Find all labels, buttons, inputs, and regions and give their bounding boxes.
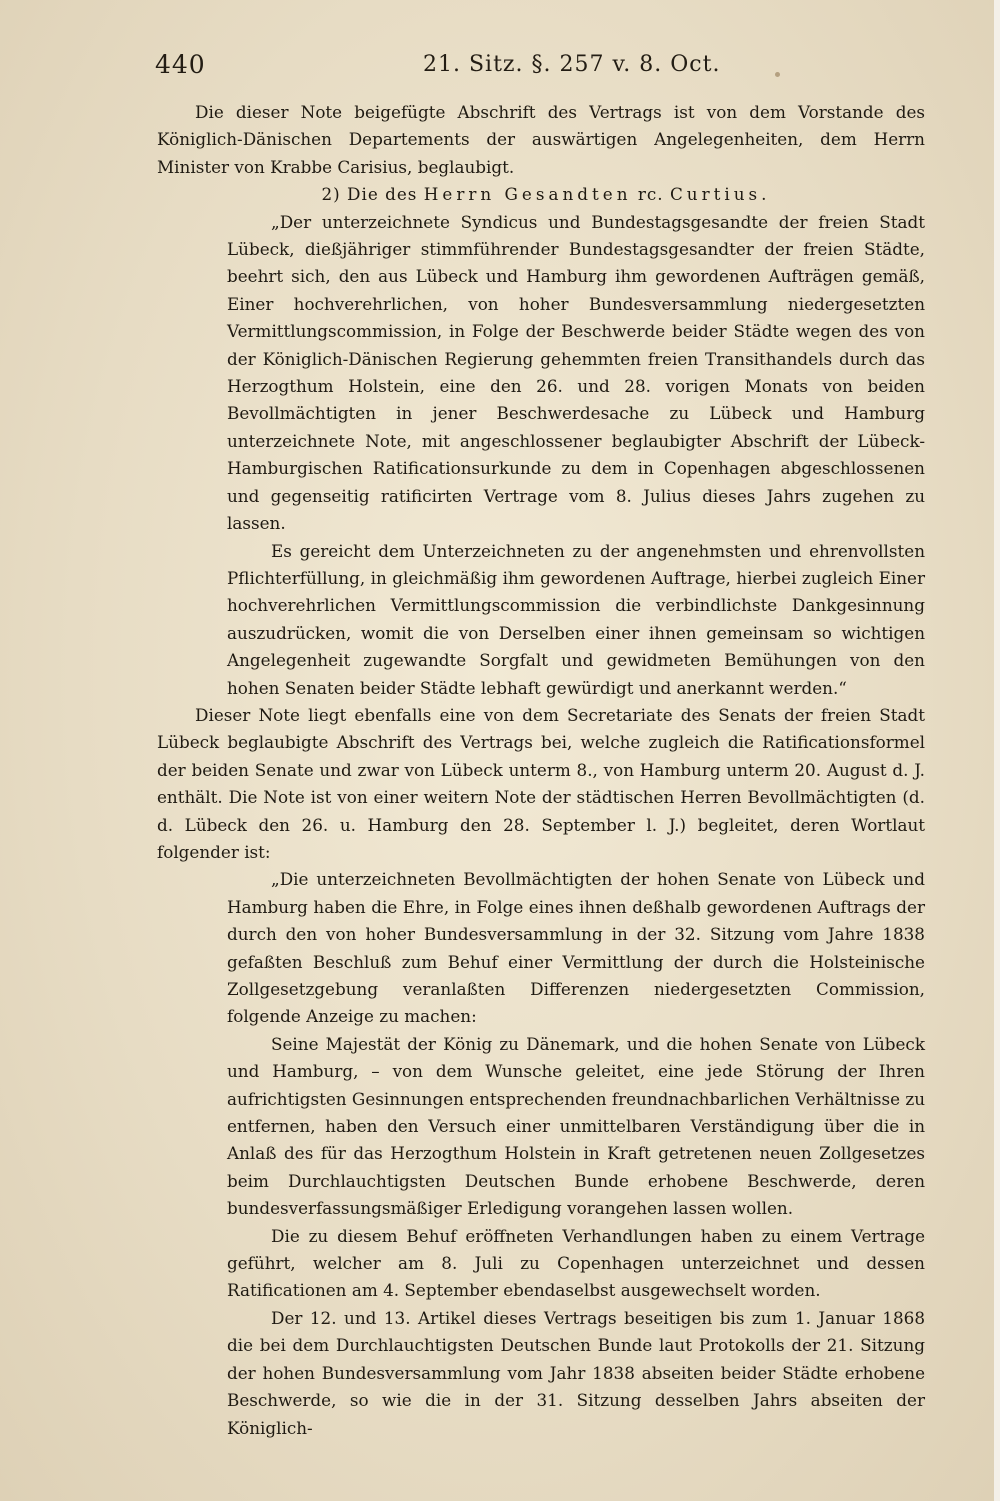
quote-paragraph: Es gereicht dem Unterzeichneten zu der angenehmsten und ehrenvollsten Pflichterfüllung, in gleichmäßig ihm gewordenen Auftrage, hierbei zugleich Einer hochverehrlichen Vermittlungscommission die verbindlichste Dankgesinnung auszudrücken, womit die von Derselben einer ihnen gemeinsam so wichtigen Angelegenheit zugewandte Sorgfalt und gewidmeten Bemühungen von den hohen Senaten beider Städte lebhaft gewürdigt und anerkannt werden.“ <box>227 540 925 698</box>
quote-paragraph: Die zu diesem Behuf eröffneten Verhandlungen haben zu einem Vertrage geführt, welcher am 8. Juli zu Copenhagen unterzeichnet und dessen Ratificationen am 4. September ebendaselbst ausgewechselt worden. <box>227 1225 925 1301</box>
heading-prefix: 2) Die des <box>321 184 418 205</box>
paragraph: Die dieser Note beigefügte Abschrift des Vertrags ist von dem Vorstande des Königlich-Dänischen Departements der auswärtigen Angelegenheiten, dem Herrn Minister von Krabbe Carisius, beglaubigt. <box>157 102 925 177</box>
ink-speck <box>775 72 780 77</box>
quote-paragraph: „Der unterzeichnete Syndicus und Bundestagsgesandte der freien Stadt Lübeck, dießjähriger stimmführender Bundestagsgesandter der freien Städte, beehrt sich, den aus Lübeck und Hamburg ihm gewordenen Aufträgen gemäß, Einer hochverehrlichen, von hoher Bundesversammlung niedergesetzten Vermittlungscommission, in Folge der Beschwerde beider Städte wegen des von der Königlich-Dänischen Regierung gehemmten freien Transithandels durch das Herzogthum Holstein, eine den 26. und 28. vorigen Monats von beiden Bevollmächtigten in jener Beschwerdesache zu Lübeck und Hamburg unterzeichnete Note, mit angeschlossener beglaubigter Abschrift der Lübeck-Hamburgischen Ratificationsurkunde zu dem in Copenhagen abgeschlossenen und gegenseitig ratificirten Vertrage vom 8. Julius dieses Jahrs zugehen zu lassen. <box>227 211 925 534</box>
page-number: 440 <box>155 50 206 79</box>
page-header <box>155 50 925 90</box>
quote-paragraph: Der 12. und 13. Artikel dieses Vertrags beseitigen bis zum 1. Januar 1868 die bei dem Durchlauchtigsten Deutschen Bunde laut Protokolls der 21. Sitzung der hohen Bundesversammlung vom Jahr 1838 abseiten beider Städte erhobene Beschwerde, so wie die in der 31. Sitzung desselben Jahrs abseiten der Königlich- <box>227 1307 925 1438</box>
page-body <box>157 99 925 1442</box>
section-heading <box>157 181 925 208</box>
heading-mid: rc. <box>637 184 664 205</box>
quote-paragraph: „Die unterzeichneten Bevollmächtigten der hohen Senate von Lübeck und Hamburg haben die Ehre, in Folge eines ihnen deßhalb gewordenen Auftrags der durch den von hoher Bundesversammlung in der 32. Sitzung vom Jahre 1838 gefaßten Beschluß zum Behuf einer Vermittlung der durch die Holsteinische Zollgesetzgebung veranlaßten Differenzen niedergesetzten Commission, folgende Anzeige zu machen: <box>227 869 925 1027</box>
paragraph: Dieser Note liegt ebenfalls eine von dem Secretariate des Senats der freien Stadt Lübeck beglaubigte Abschrift des Vertrags bei, welche zugleich die Ratificationsformel der beiden Senate und zwar von Lübeck unterm 8., von Hamburg unterm 20. August d. J. enthält. Die Note ist von einer weitern Note der städtischen Herren Bevollmächtigten (d. d. Lübeck den 26. u. Hamburg den 28. September l. J.) begleitet, deren Wortlaut folgender ist: <box>157 704 925 862</box>
heading-spaced: Herrn Gesandten <box>423 184 632 205</box>
quote-paragraph: Seine Majestät der König zu Dänemark, und die hohen Senate von Lübeck und Hamburg, – von dem Wunsche geleitet, eine jede Störung der Ihren aufrichtigsten Gesinnungen entsprechenden freundnachbarlichen Verhältnisse zu entfernen, haben den Versuch einer unmittelbaren Verständigung über die in Anlaß des für das Herzogthum Holstein in Kraft getretenen neuen Zollgesetzes beim Durchlauchtigsten Deutschen Bunde erhobene Beschwerde, deren bundesverfassungsmäßiger Erledigung vorangehen lassen wollen. <box>227 1033 925 1219</box>
heading-name: Curtius. <box>669 184 771 205</box>
running-head: 21. Sitz. §. 257 v. 8. Oct. <box>423 52 721 77</box>
